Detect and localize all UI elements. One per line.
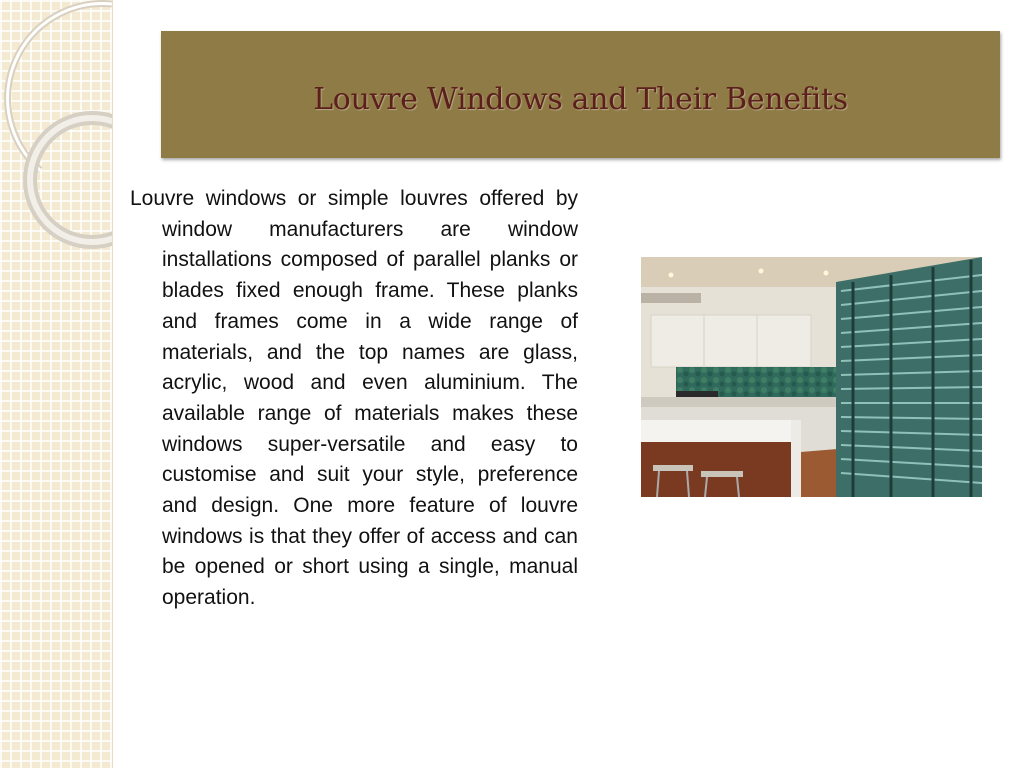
title-band [161, 31, 1000, 158]
slide-title: Louvre Windows and Their Benefits [313, 82, 848, 117]
kitchen-louvre-window-photo [641, 257, 982, 497]
decorative-ring [30, 118, 112, 242]
decorative-arc-outer [8, 4, 112, 170]
decorative-rings [0, 0, 112, 300]
decorative-left-strip [0, 0, 113, 768]
body-paragraph: Louvre windows or simple louvres offered by window manufacturers are window installations composed of parallel planks or blades fixed enough frame. These planks and frames come in a wide range of materials, and the top names are glass, acrylic, wood and even aluminium. The available range of materials makes these windows super-versatile and easy to customise and suit your style, preference and design. One more feature of louvre windows is that they offer of access and can be opened or short using a single, manual operation. [130, 187, 578, 610]
kitchen-illustration [641, 257, 982, 497]
